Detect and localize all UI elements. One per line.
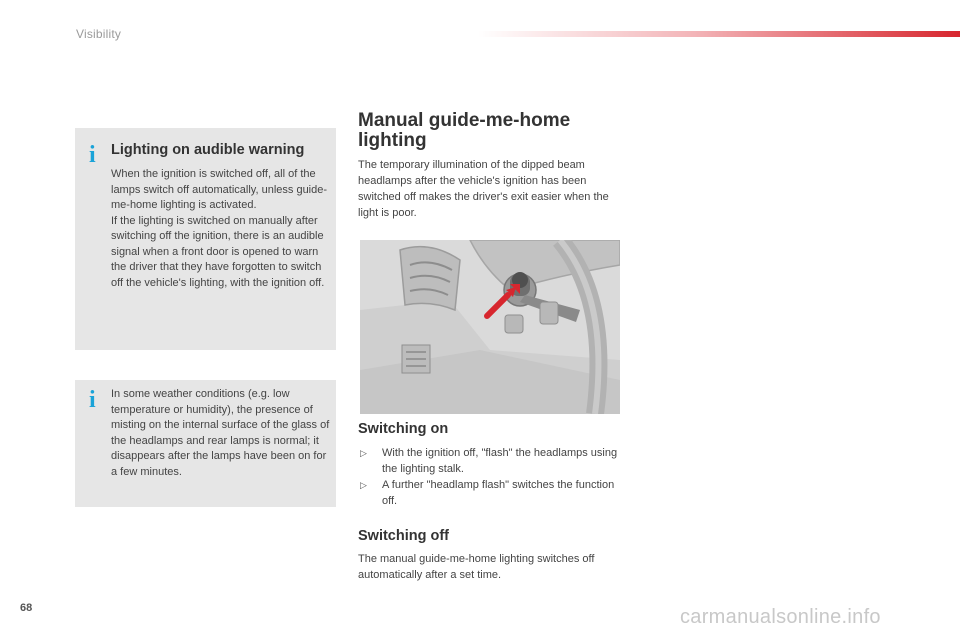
lighting-stalk-illustration bbox=[360, 240, 620, 414]
info-icon: i bbox=[89, 142, 96, 168]
switching-on-list bbox=[358, 445, 620, 509]
intro-text: The temporary illumination of the dipped beam headlamps after the vehicle's ignition has been switched off makes the driver's exit easier when the light is poor. bbox=[358, 159, 609, 219]
bullet-icon: ▷ bbox=[360, 448, 367, 458]
list-item bbox=[358, 477, 620, 509]
section-title: Visibility bbox=[76, 27, 122, 41]
list-item-text: A further "headlamp flash" switches the function off. bbox=[382, 479, 615, 507]
info-icon: i bbox=[89, 387, 96, 413]
watermark: carmanualsonline.info bbox=[680, 606, 881, 628]
info-box-text: In some weather conditions (e.g. low temperature or humidity), the presence of misting on the internal surface of the glass of the headlamps and rear lamps is normal; it disappears after the lamps have been on for a few minutes. bbox=[111, 388, 330, 478]
list-item bbox=[358, 445, 620, 477]
switching-off-text: The manual guide-me-home lighting switches off automatically after a set time. bbox=[358, 553, 595, 581]
info-box-lighting-warning bbox=[75, 128, 336, 350]
dashboard-photo bbox=[360, 240, 620, 414]
switching-off-heading: Switching off bbox=[358, 528, 450, 544]
info-box-text bbox=[111, 167, 333, 291]
paragraph: When the ignition is switched off, all of the lamps switch off automatically, unless guide-me-home lighting is activated. bbox=[111, 168, 328, 211]
list-item-text: With the ignition off, "flash" the headlamps using the lighting stalk. bbox=[382, 447, 618, 475]
paragraph: If the lighting is switched on manually after switching off the ignition, there is an audible signal when a front door is opened to warn the driver that they have forgotten to switch off the vehicle's lighting, with the ignition off. bbox=[111, 214, 325, 289]
page-number: 68 bbox=[20, 602, 33, 614]
info-box-misting bbox=[75, 380, 336, 507]
switching-on-heading: Switching on bbox=[358, 421, 449, 437]
info-box-heading: Lighting on audible warning bbox=[111, 142, 305, 158]
main-heading: Manual guide-me-home lighting bbox=[358, 110, 571, 151]
header-accent-bar bbox=[478, 31, 960, 37]
bullet-icon: ▷ bbox=[360, 480, 367, 490]
